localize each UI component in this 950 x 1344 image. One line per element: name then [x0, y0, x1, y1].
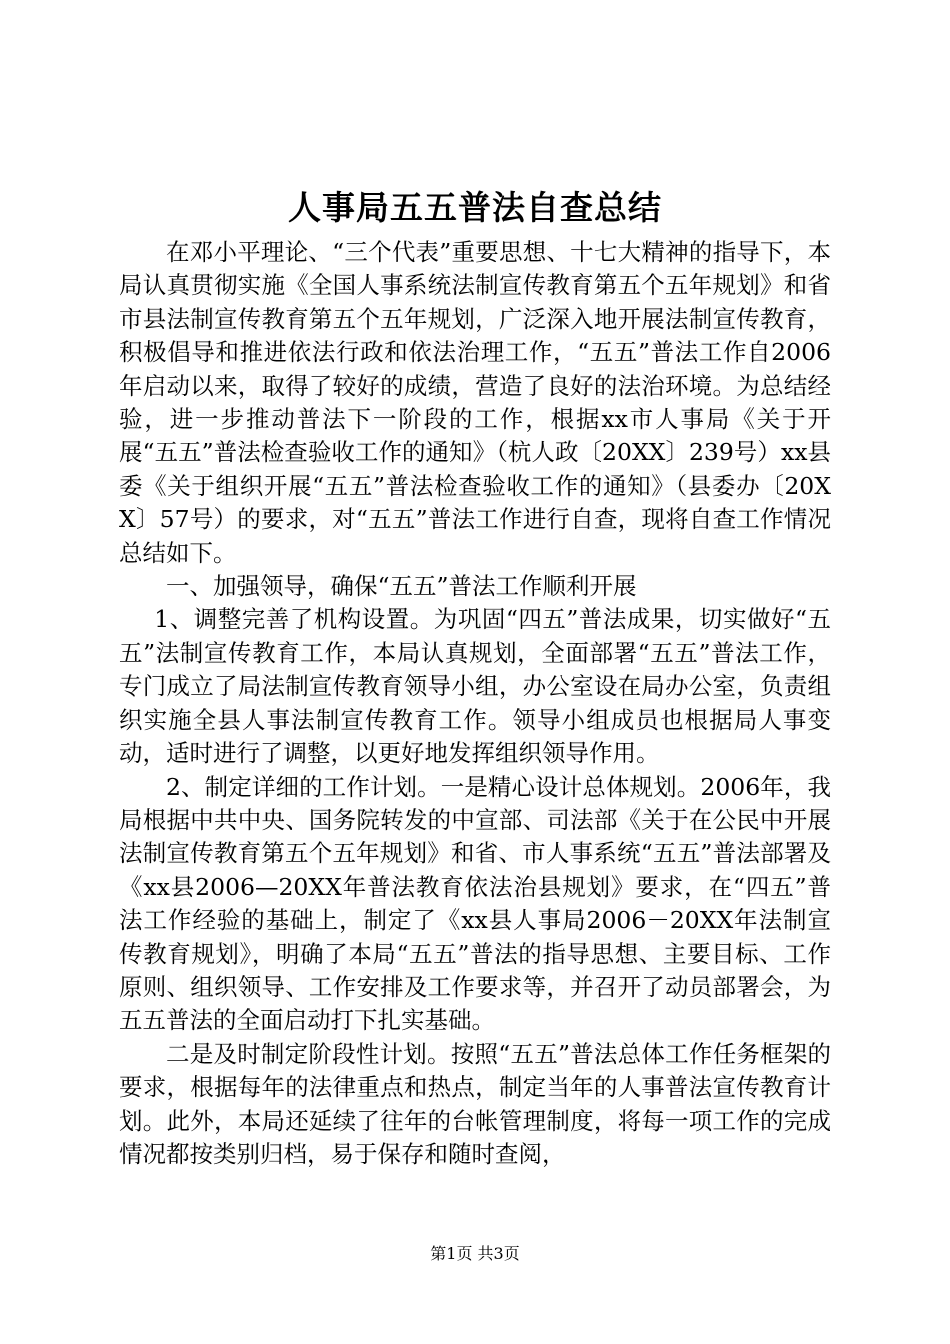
- document-body: [119, 236, 831, 1171]
- paragraph-item-1: 1、调整完善了机构设置。为巩固“四五”普法成果，切实做好“五五”法制宣传教育工作，本局认真规划，全面部署“五五”普法工作，专门成立了局法制宣传教育领导小组，办公室设在局办公室，负责组织实施全县人事法制宣传教育工作。领导小组成员也根据局人事变动，适时进行了调整，以更好地发挥组织领导作用。: [119, 605, 831, 768]
- page-footer: 第1页 共3页: [430, 1244, 520, 1263]
- paragraph-intro: 在邓小平理论、“三个代表”重要思想、十七大精神的指导下，本局认真贯彻实施《全国人事系统法制宣传教育第五个五年规划》和省市县法制宣传教育第五个五年规划，广泛深入地开展法制宣传教育，积极倡导和推进依法行政和依法治理工作，“五五”普法工作自2006年启动以来，取得了较好的成绩，营造了良好的法治环境。为总结经验，进一步推动普法下一阶段的工作，根据xx市人事局《关于开展“五五”普法检查验收工作的通知》（杭人政〔20XX〕239号）xx县委《关于组织开展“五五”普法检查验收工作的通知》（县委办〔20XX〕57号）的要求，对“五五”普法工作进行自查，现将自查工作情况总结如下。: [119, 238, 831, 567]
- section-heading-1: 一、加强领导，确保“五五”普法工作顺利开展: [166, 572, 637, 601]
- paragraph-item-2b: 二是及时制定阶段性计划。按照“五五”普法总体工作任务框架的要求，根据每年的法律重点和热点，制定当年的人事普法宣传教育计划。此外，本局还延续了往年的台帐管理制度，将每一项工作的完成情况都按类别归档，易于保存和随时查阅，: [119, 1039, 831, 1168]
- paragraph-item-2: 2、制定详细的工作计划。一是精心设计总体规划。2006年，我局根据中共中央、国务院转发的中宣部、司法部《关于在公民中开展法制宣传教育第五个五年规划》和省、市人事系统“五五”普法部署及《xx县2006—20XX年普法教育依法治县规划》要求，在“四五”普法工作经验的基础上，制定了《xx县人事局2006－20XX年法制宣传教育规划》，明确了本局“五五”普法的指导思想、主要目标、工作原则、组织领导、工作安排及工作要求等，并召开了动员部署会，为五五普法的全面启动打下扎实基础。: [119, 772, 831, 1035]
- document-title: 人事局五五普法自查总结: [288, 188, 662, 227]
